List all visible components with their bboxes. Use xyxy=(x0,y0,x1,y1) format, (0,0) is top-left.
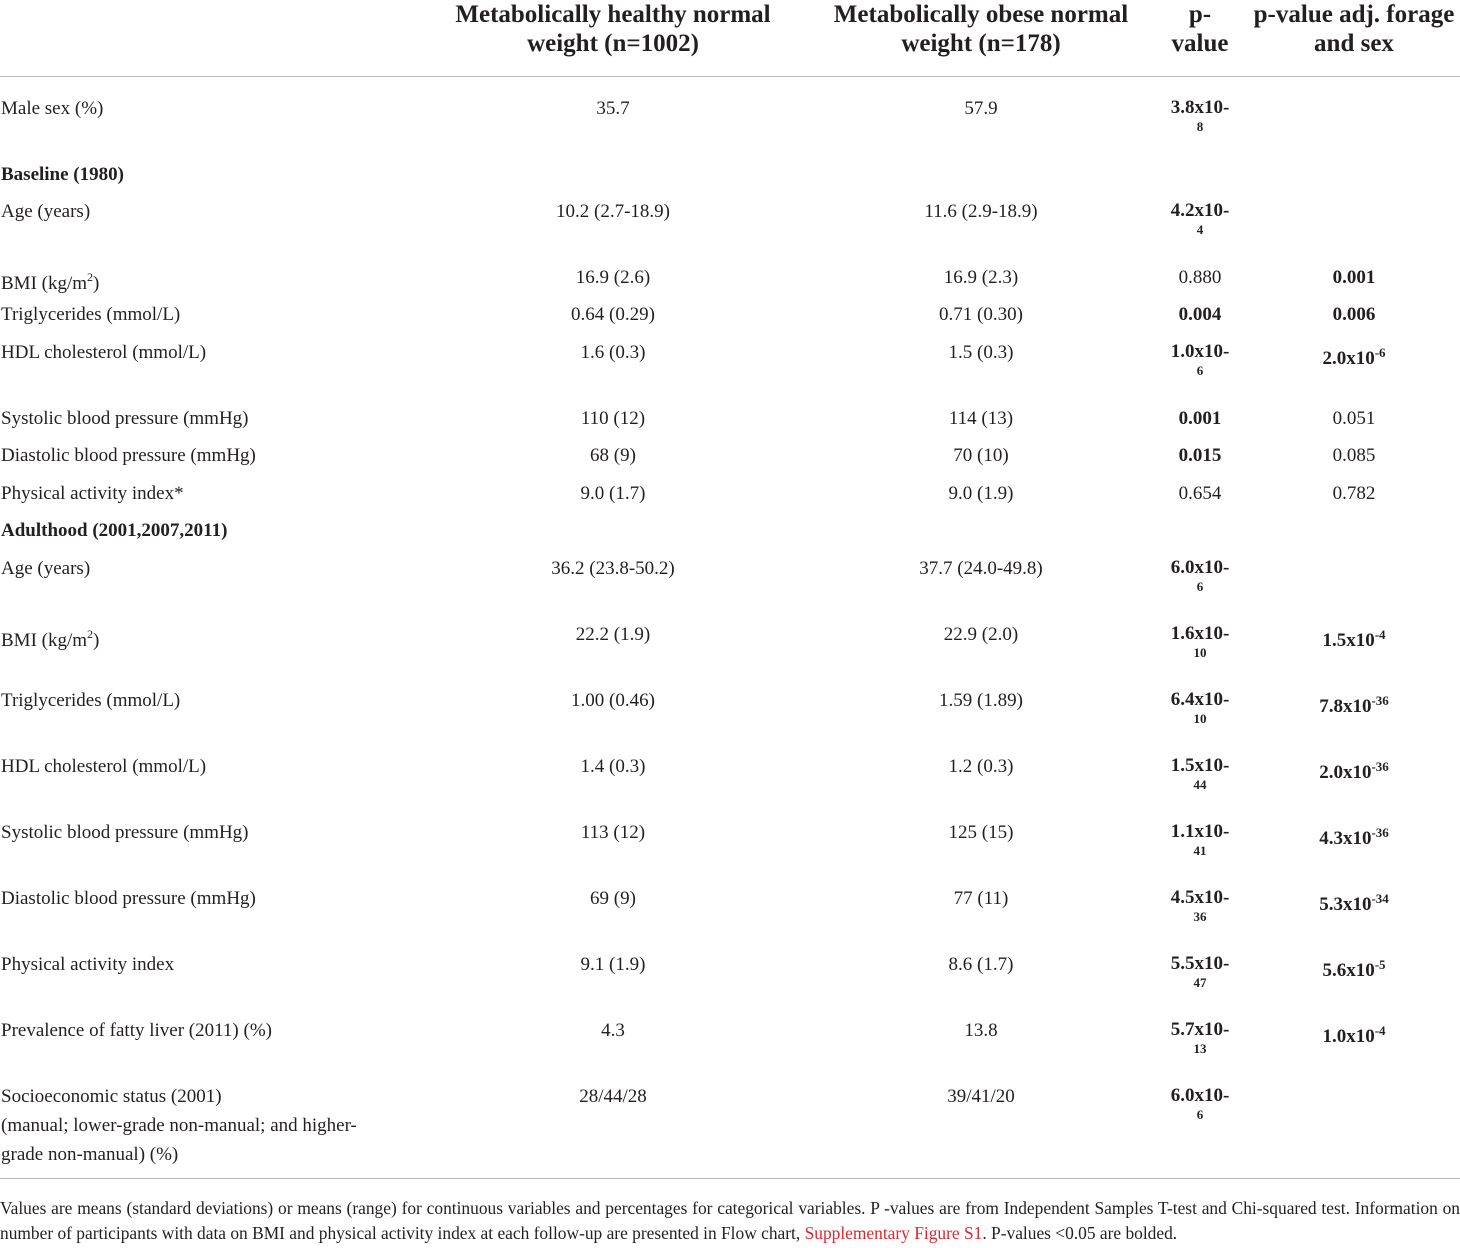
supplementary-link[interactable]: Supplementary Figure S1 xyxy=(804,1223,983,1243)
value-obese: 16.9 (2.3) xyxy=(943,267,1019,288)
row-label: HDL cholesterol (mmol/L) xyxy=(1,342,207,363)
p-value-adj: 0.085 xyxy=(1332,445,1376,466)
header-p-value-adj: p-value adj. forage and sex xyxy=(1253,1,1455,57)
row-label: Male sex (%) xyxy=(1,98,104,119)
p-value-adj: 0.051 xyxy=(1332,408,1376,429)
header-p-value: p-value xyxy=(1171,1,1229,57)
p-value: 5.7x10- 13 xyxy=(1170,1019,1230,1056)
p-value-adj: 0.782 xyxy=(1332,483,1376,504)
value-healthy: 16.9 (2.6) xyxy=(575,267,651,288)
row-label xyxy=(1,263,99,298)
value-obese: 1.5 (0.3) xyxy=(948,342,1014,363)
row-label: Age (years) xyxy=(1,558,91,579)
p-value-adj: $5.3x10^{-34}$ xyxy=(1319,891,1389,915)
footnote-end: . P-values <0.05 are bolded. xyxy=(982,1223,1178,1243)
p-value-adj: $7.8x10^{-36}$ xyxy=(1319,693,1389,717)
p-value: 0.001 xyxy=(1178,408,1222,429)
value-obese: 39/41/20 xyxy=(947,1086,1015,1107)
value-obese: 1.2 (0.3) xyxy=(948,756,1014,777)
value-obese: 77 (11) xyxy=(953,888,1009,909)
value-obese: 9.0 (1.9) xyxy=(948,483,1014,504)
value-healthy: 113 (12) xyxy=(580,822,646,843)
value-obese: 8.6 (1.7) xyxy=(948,954,1014,975)
p-value-adj: $5.6x10^{-5}$ xyxy=(1322,957,1386,981)
label-end: ) xyxy=(93,630,100,651)
value-healthy: 1.00 (0.46) xyxy=(571,690,655,711)
p-value-adj: 0.001 xyxy=(1332,267,1376,288)
value-healthy: 1.6 (0.3) xyxy=(580,342,646,363)
value-obese: 70 (10) xyxy=(953,445,1009,466)
value-healthy: 4.3 xyxy=(601,1020,625,1041)
value-obese: 22.9 (2.0) xyxy=(943,624,1019,645)
value-healthy: 110 (12) xyxy=(580,408,646,429)
section-title: Adulthood (2001,2007,2011) xyxy=(1,520,228,541)
p-value: 0.880 xyxy=(1178,267,1222,288)
p-value: 4.5x10- 36 xyxy=(1170,887,1230,924)
p-value-adj: $2.0x10^{-36}$ xyxy=(1319,759,1389,783)
p-value: 4.2x10- 4 xyxy=(1170,200,1230,237)
header-rule xyxy=(0,76,1460,77)
value-obese: 114 (13) xyxy=(948,408,1014,429)
row-label: Age (years) xyxy=(1,201,91,222)
p-value: 0.004 xyxy=(1178,304,1222,325)
p-value-adj: $2.0x10^{-6}$ xyxy=(1322,345,1386,369)
value-healthy: 0.64 (0.29) xyxy=(571,304,655,325)
label-main: BMI (kg/m xyxy=(1,630,88,651)
header-healthy: Metabolically healthy normal weight (n=1002) xyxy=(455,1,771,57)
p-value-adj: $4.3x10^{-36}$ xyxy=(1319,825,1389,849)
p-value: 6.0x10- 6 xyxy=(1170,1085,1230,1122)
value-healthy: 69 (9) xyxy=(590,888,636,909)
row-label xyxy=(1,620,99,655)
row-label: Socioeconomic status (2001) (manual; lower-grade non-manual; and higher- grade non-manual) (%) xyxy=(1,1086,357,1165)
row-label: Triglycerides (mmol/L) xyxy=(1,690,181,711)
p-value: 3.8x10- 8 xyxy=(1170,97,1230,134)
p-value: 0.654 xyxy=(1178,483,1222,504)
p-value-adj: $1.0x10^{-4}$ xyxy=(1322,1023,1386,1047)
row-label: HDL cholesterol (mmol/L) xyxy=(1,756,207,777)
row-label: Prevalence of fatty liver (2011) (%) xyxy=(1,1020,272,1041)
p-value: 5.5x10- 47 xyxy=(1170,953,1230,990)
p-value: 6.4x10- 10 xyxy=(1170,689,1230,726)
value-obese: 11.6 (2.9-18.9) xyxy=(924,201,1038,222)
row-label: Systolic blood pressure (mmHg) xyxy=(1,822,249,843)
value-healthy: 36.2 (23.8-50.2) xyxy=(551,558,675,579)
label-superscript: 2 xyxy=(87,270,94,284)
value-obese: 13.8 xyxy=(964,1020,998,1041)
p-value-adj: 0.006 xyxy=(1332,304,1376,325)
value-obese: 0.71 (0.30) xyxy=(939,304,1023,325)
p-value: 6.0x10- 6 xyxy=(1170,557,1230,594)
row-label: Triglycerides (mmol/L) xyxy=(1,304,181,325)
value-healthy: 28/44/28 xyxy=(579,1086,647,1107)
value-healthy: 10.2 (2.7-18.9) xyxy=(556,201,670,222)
label-main: BMI (kg/m xyxy=(1,273,88,294)
p-value: 1.1x10- 41 xyxy=(1170,821,1230,858)
value-obese: 125 (15) xyxy=(948,822,1014,843)
p-value: 0.015 xyxy=(1178,445,1222,466)
value-healthy: 68 (9) xyxy=(590,445,636,466)
value-healthy: 9.1 (1.9) xyxy=(580,954,646,975)
value-healthy: 22.2 (1.9) xyxy=(575,624,651,645)
p-value: 1.6x10- 10 xyxy=(1170,623,1230,660)
value-healthy: 1.4 (0.3) xyxy=(580,756,646,777)
section-title: Baseline (1980) xyxy=(1,164,124,185)
row-label: Diastolic blood pressure (mmHg) xyxy=(1,888,256,909)
footer-rule xyxy=(0,1178,1460,1179)
label-superscript: 2 xyxy=(87,627,94,641)
footnote-text: Values are means (standard deviations) or means (range) for continuous variables and percentages for categorical variables. P -values are from Independent Samples T-test and Chi-squared test. Information on number of participants with data on BMI and physical activity index at each follow-up are presented in Flow chart, xyxy=(0,1198,1460,1243)
p-value: 1.5x10- 44 xyxy=(1170,755,1230,792)
p-value: 1.0x10- 6 xyxy=(1170,341,1230,378)
header-obese: Metabolically obese normal weight (n=178) xyxy=(833,1,1129,57)
row-label: Systolic blood pressure (mmHg) xyxy=(1,408,249,429)
value-healthy: 35.7 xyxy=(596,98,630,119)
value-obese: 37.7 (24.0-49.8) xyxy=(919,558,1043,579)
value-healthy: 9.0 (1.7) xyxy=(580,483,646,504)
table-footnote xyxy=(0,1196,1460,1246)
row-label: Physical activity index xyxy=(1,954,175,975)
value-obese: 1.59 (1.89) xyxy=(939,690,1023,711)
row-label: Physical activity index* xyxy=(1,483,184,504)
p-value-adj: $1.5x10^{-4}$ xyxy=(1322,627,1386,651)
value-obese: 57.9 xyxy=(964,98,998,119)
label-end: ) xyxy=(93,273,100,294)
row-label: Diastolic blood pressure (mmHg) xyxy=(1,445,256,466)
table-header xyxy=(0,0,1460,76)
